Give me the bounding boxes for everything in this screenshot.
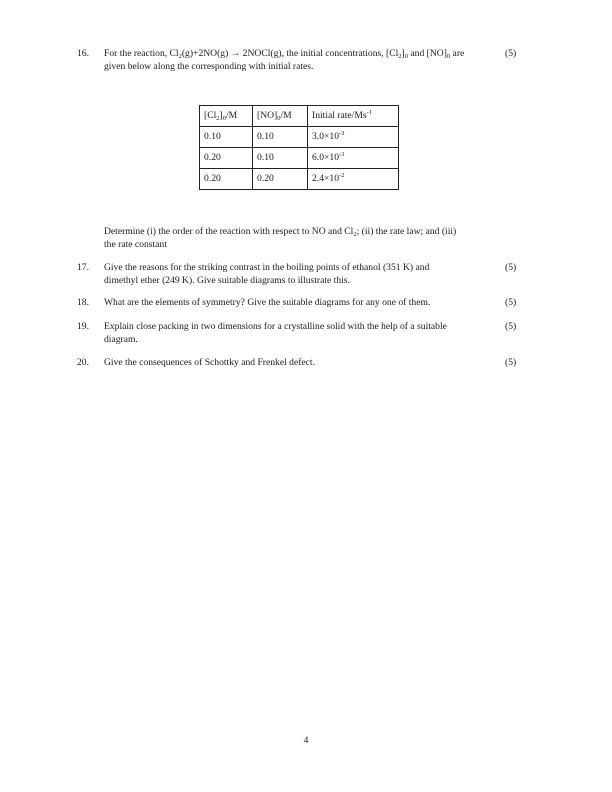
question-text: [104, 357, 496, 370]
cell-rate: $3.0\times 10^{-3}$: [308, 127, 399, 148]
question-number: 16.: [77, 48, 89, 59]
question-line: Give the consequences of Schottky and Frenkel defect.: [104, 357, 315, 368]
question-number: 18.: [77, 297, 89, 308]
determine-paragraph: [104, 225, 504, 251]
question-line: given below along the corresponding with initial rates.: [104, 60, 314, 72]
question-text: [104, 321, 496, 346]
determine-line: Determine (i) the order of the reaction with respect to NO and $Cl_2$; (ii) the rate law; and (iii): [104, 226, 457, 238]
question-text: [104, 262, 496, 287]
initial-rates-table: [199, 105, 399, 190]
question-text: [104, 48, 496, 73]
table-row: [200, 127, 399, 148]
determine-line: the rate constant: [104, 239, 167, 250]
marks-label: (5): [505, 321, 517, 332]
question-line: What are the elements of symmetry? Give the suitable diagrams for any one of them.: [104, 297, 431, 308]
cell-cl2: 0.20: [200, 148, 253, 169]
cell-cl2: 0.10: [200, 127, 253, 148]
header-rate: Initial rate/$Ms^{-1}$: [308, 106, 399, 127]
header-cl2: $[Cl_2]_0/M$: [200, 106, 253, 127]
cell-no: 0.20: [253, 169, 308, 190]
question-text: [104, 297, 496, 310]
cell-rate: $2.4\times 10^{-2}$: [308, 169, 399, 190]
table-row: [200, 169, 399, 190]
question-number: 17.: [77, 262, 89, 273]
question-line: Explain close packing in two dimensions for a crystalline solid with the help of a suitable: [104, 321, 447, 332]
question-number: 20.: [77, 357, 89, 368]
cell-no: 0.10: [253, 127, 308, 148]
question-line: For the reaction, $Cl_2(g)+2NO(g)$ → 2NOCl(g), the initial concentrations, $[Cl_2]_0$ and $[NO]_0$ are: [104, 48, 465, 60]
marks-label: (5): [505, 357, 517, 368]
page-number: 4: [303, 735, 309, 746]
marks-label: (5): [505, 297, 517, 308]
cell-cl2: 0.20: [200, 169, 253, 190]
question-line: diagram.: [104, 333, 138, 345]
header-no: $[NO]_0/M$: [253, 106, 308, 127]
question-line: Give the reasons for the striking contrast in the boiling points of ethanol (351 K) and: [104, 262, 430, 273]
cell-rate: $6.0\times 10^{-3}$: [308, 148, 399, 169]
question-number: 19.: [77, 321, 89, 332]
marks-label: (5): [505, 262, 517, 273]
cell-no: 0.10: [253, 148, 308, 169]
table-header-row: [200, 106, 399, 127]
question-line: dimethyl ether (249 K). Give suitable diagrams to illustrate this.: [104, 274, 350, 286]
marks-label: (5): [505, 48, 517, 59]
table-row: [200, 148, 399, 169]
